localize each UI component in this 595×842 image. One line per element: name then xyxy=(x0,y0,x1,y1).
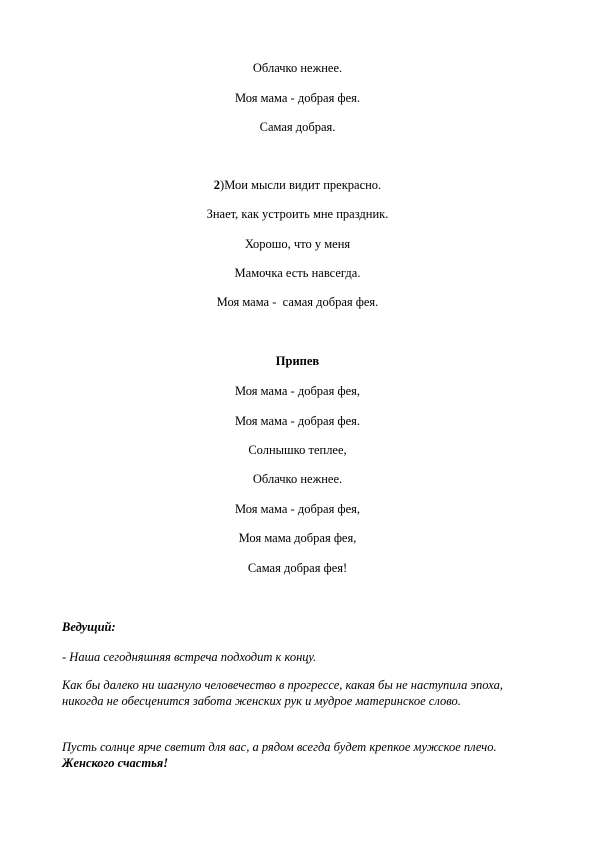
lyric-line: Хорошо, что у меня xyxy=(244,237,351,251)
host-paragraph-3-text: Пусть солнце ярче светит для вас, а рядом всегда будет крепкое мужское плечо. xyxy=(62,740,497,754)
verse-number: 2 xyxy=(213,178,221,192)
lyric-line: Знает, как устроить мне праздник. xyxy=(206,207,389,221)
lyric-line: Мамочка есть навсегда. xyxy=(234,266,361,280)
lyric-line: Самая добрая фея! xyxy=(247,561,348,575)
chorus-heading: Припев xyxy=(275,354,320,368)
host-closing-wish: Женского счастья! xyxy=(62,756,169,770)
lyric-line: Моя мама - добрая фея. xyxy=(234,91,360,105)
lyric-line: Моя мама - добрая фея, xyxy=(234,384,360,398)
host-paragraph-1: - Наша сегодняшняя встреча подходит к концу. xyxy=(62,650,317,664)
lyric-line: )Мои мысли видит прекрасно. xyxy=(220,178,382,192)
lyric-line: Солнышко теплее, xyxy=(248,443,347,457)
host-paragraph-3 xyxy=(62,739,544,771)
verse-2-first-line xyxy=(0,177,595,193)
lyric-line: Облачко нежнее. xyxy=(252,61,343,75)
lyric-line: Облачко нежнее. xyxy=(252,472,343,486)
host-label: Ведущий: xyxy=(62,620,116,634)
lyric-line: Моя мама добрая фея, xyxy=(238,531,357,545)
host-paragraph-2: Как бы далеко ни шагнуло человечество в прогрессе, какая бы не наступила эпоха, никогда не обесценится забота женских рук и мудрое материнское слово. xyxy=(62,678,504,708)
lyric-line: Моя мама - добрая фея, xyxy=(234,502,360,516)
lyric-line: Самая добрая. xyxy=(259,120,336,134)
lyric-line: Моя мама - добрая фея. xyxy=(234,414,360,428)
lyric-line: Моя мама - самая добрая фея. xyxy=(216,295,379,309)
